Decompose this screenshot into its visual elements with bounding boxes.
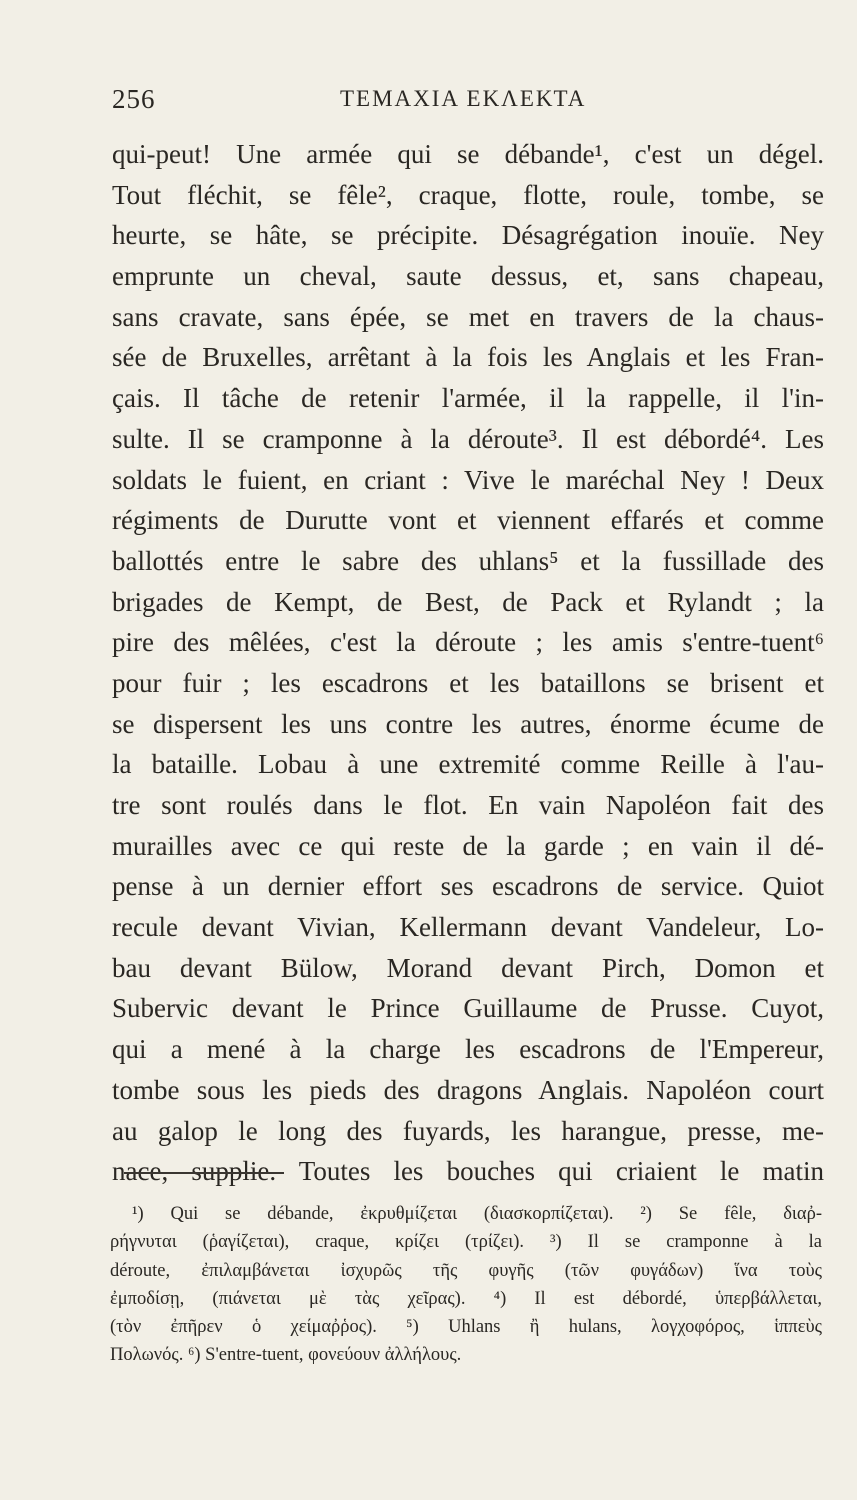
text-line: çais. Il tâche de retenir l'armée, il la rappelle, il l'in-: [112, 383, 824, 414]
text-line: tre sont roulés dans le flot. En vain Napoléon fait des: [112, 790, 824, 820]
page-number: 256: [112, 84, 156, 114]
footnote-line: (τὸν ἐπῆρεν ὁ χείμαῤῥος). ⁵) Uhlans ἢ hulans, λογχοφόρος, ἱππεὺς: [110, 1317, 822, 1338]
footnote-line: ρήγνυται (ῥαγίζεται), craque, κρίζει (τρίζει). ³) Il se cramponne à la: [110, 1232, 822, 1253]
text-line: qui-peut! Une armée qui se débande¹, c'est un dégel.: [112, 139, 824, 169]
text-line: au galop le long des fuyards, les harangue, presse, me-: [112, 1115, 824, 1146]
text-line: sans cravate, sans épée, se met en travers de la chaus-: [112, 301, 824, 332]
text-line: pense à un dernier effort ses escadrons de service. Quiot: [112, 871, 824, 902]
running-title: ΤΕΜΑΧΙΑ ΕΚΛΕΚΤΑ: [340, 86, 587, 111]
text-line: murailles avec ce qui reste de la garde ; en vain il dé-: [112, 830, 824, 861]
text-line: nace, supplie. Toutes les bouches qui criaient le matin: [112, 1156, 824, 1187]
text-line: pour fuir ; les escadrons et les bataillons se brisent et: [112, 667, 824, 698]
text-line: la bataille. Lobau à une extremité comme Reille à l'au-: [112, 749, 824, 780]
footnotes: [110, 1200, 822, 1370]
footnote-line: Πολωνός. ⁶) S'entre-tuent, φονεύουν ἀλλήλους.: [110, 1345, 462, 1366]
main-text: [112, 134, 824, 1192]
text-line: bau devant Bülow, Morand devant Pirch, Domon et: [112, 952, 824, 983]
text-line: Subervic devant le Prince Guillaume de Prusse. Cuyot,: [112, 993, 824, 1024]
text-line: recule devant Vivian, Kellermann devant Vandeleur, Lo-: [112, 912, 824, 943]
text-line: ballottés entre le sabre des uhlans⁵ et la fussillade des: [112, 545, 824, 576]
text-line: Tout fléchit, se fêle², craque, flotte, roule, tombe, se: [112, 179, 824, 210]
footnote-line: ἐμποδίσῃ, (πιάνεται μὲ τὰς χεῖρας). ⁴) Il est débordé, ὑπερβάλλεται,: [110, 1288, 822, 1309]
text-line: régiments de Durutte vont et viennent effarés et comme: [112, 505, 824, 536]
text-line: tombe sous les pieds des dragons Anglais. Napoléon court: [112, 1074, 824, 1105]
text-line: brigades de Kempt, de Best, de Pack et Rylandt ; la: [112, 586, 824, 617]
text-line: sulte. Il se cramponne à la déroute³. Il est débordé⁴. Les: [112, 423, 824, 454]
footnote-line: déroute, ἐπιλαμβάνεται ἰσχυρῶς τῆς φυγῆς (τῶν φυγάδων) ἵνα τοὺς: [110, 1260, 822, 1281]
text-line: heurte, se hâte, se précipite. Désagrégation inouïe. Ney: [112, 220, 824, 251]
text-line: sée de Bruxelles, arrêtant à la fois les Anglais et les Fran-: [112, 342, 824, 373]
text-line: soldats le fuient, en criant : Vive le maréchal Ney ! Deux: [112, 464, 824, 495]
page-header: [112, 84, 824, 118]
footnote-line: ¹) Qui se débande, ἐκρυθμίζεται (διασκορπίζεται). ²) Se fêle, διαῤ-: [132, 1204, 822, 1224]
footnote-divider: [124, 1172, 284, 1174]
text-line: pire des mêlées, c'est la déroute ; les amis s'entre-tuent⁶: [112, 627, 824, 658]
text-line: qui a mené à la charge les escadrons de l'Empereur,: [112, 1034, 824, 1065]
text-line: emprunte un cheval, saute dessus, et, sans chapeau,: [112, 261, 824, 292]
text-line: se dispersent les uns contre les autres, énorme écume de: [112, 708, 824, 739]
